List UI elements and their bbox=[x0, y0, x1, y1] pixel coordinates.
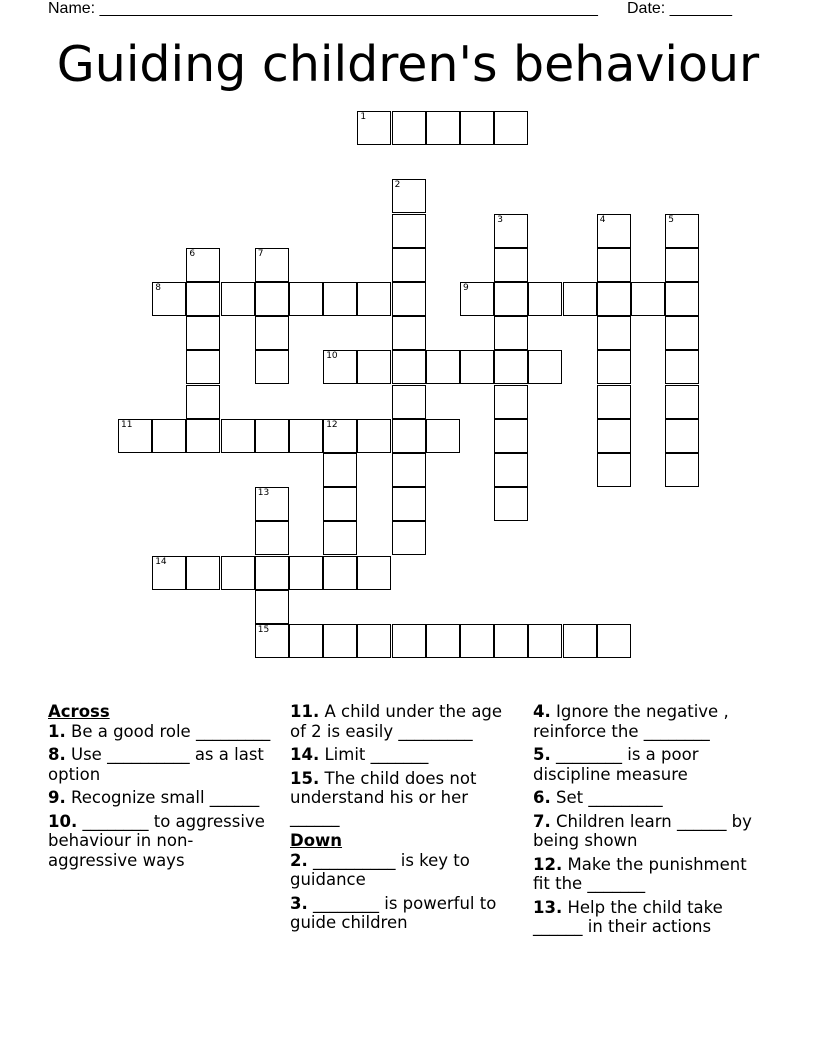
crossword-cell[interactable] bbox=[392, 453, 426, 487]
crossword-cell[interactable] bbox=[494, 487, 528, 521]
cell-number: 14 bbox=[155, 556, 167, 567]
clue-text: Children learn ______ by being shown bbox=[533, 811, 752, 850]
crossword-cell[interactable] bbox=[426, 111, 460, 145]
date-field-label: Date: _______ bbox=[627, 0, 732, 17]
crossword-cell[interactable] bbox=[323, 282, 357, 316]
clue-number: 11. bbox=[290, 702, 320, 721]
clue-across-14 bbox=[290, 745, 520, 765]
crossword-cell[interactable] bbox=[392, 385, 426, 419]
clue-down-4 bbox=[533, 702, 763, 741]
crossword-cell[interactable] bbox=[152, 419, 186, 453]
crossword-cell[interactable] bbox=[323, 556, 357, 590]
clue-text: Ignore the negative , reinforce the ________ bbox=[533, 702, 729, 741]
crossword-cell[interactable] bbox=[597, 419, 631, 453]
crossword-cell[interactable] bbox=[392, 179, 426, 213]
clue-number: 7. bbox=[533, 811, 551, 831]
crossword-cell[interactable] bbox=[289, 419, 323, 453]
clue-across-15 bbox=[290, 769, 520, 828]
crossword-cell[interactable] bbox=[597, 350, 631, 384]
crossword-cell[interactable] bbox=[152, 556, 186, 590]
clue-number: 12. bbox=[533, 854, 563, 874]
crossword-cell[interactable] bbox=[392, 521, 426, 555]
crossword-cell[interactable] bbox=[323, 419, 357, 453]
clue-down-12 bbox=[533, 855, 763, 894]
cell-number: 15 bbox=[257, 625, 270, 635]
crossword-cell[interactable] bbox=[221, 282, 255, 316]
crossword-cell[interactable] bbox=[528, 624, 562, 658]
crossword-cell[interactable] bbox=[186, 385, 220, 419]
crossword-cell[interactable] bbox=[323, 624, 357, 658]
crossword-cell[interactable] bbox=[323, 453, 357, 487]
crossword-cell[interactable] bbox=[152, 282, 186, 316]
crossword-cell[interactable] bbox=[494, 248, 528, 282]
crossword-cell[interactable] bbox=[597, 282, 631, 316]
crossword-cell[interactable] bbox=[255, 624, 289, 658]
clue-number: 3. bbox=[290, 893, 308, 913]
clue-number: 9. bbox=[48, 788, 66, 807]
crossword-cell[interactable] bbox=[289, 624, 323, 658]
crossword-cell[interactable] bbox=[563, 282, 597, 316]
clue-number: 6. bbox=[533, 788, 551, 807]
crossword-cell[interactable] bbox=[665, 214, 699, 248]
clue-text: The child does not understand his or her ______ bbox=[290, 768, 477, 827]
clue-text: Make the punishment fit the _______ bbox=[533, 854, 747, 893]
crossword-cell[interactable] bbox=[392, 624, 426, 658]
clue-number: 4. bbox=[533, 702, 551, 721]
crossword-cell[interactable] bbox=[665, 350, 699, 384]
clue-number: 15. bbox=[290, 768, 320, 788]
crossword-cell[interactable] bbox=[494, 111, 528, 145]
crossword-cell[interactable] bbox=[323, 521, 357, 555]
down-heading: Down bbox=[290, 831, 343, 850]
crossword-cell[interactable] bbox=[665, 419, 699, 453]
clue-text: ________ to aggressive behaviour in non- aggressive ways bbox=[48, 811, 265, 870]
crossword-cell[interactable] bbox=[597, 624, 631, 658]
crossword-cell[interactable] bbox=[665, 282, 699, 316]
crossword-cell[interactable] bbox=[392, 248, 426, 282]
cell-number: 9 bbox=[463, 283, 469, 293]
crossword-cell[interactable] bbox=[392, 214, 426, 248]
crossword-cell[interactable] bbox=[528, 350, 562, 384]
clue-down-6 bbox=[533, 788, 763, 808]
crossword-cell[interactable] bbox=[392, 111, 426, 145]
clue-text: Use __________ as a last option bbox=[48, 745, 264, 784]
clue-text: A child under the age of 2 is easily _________ bbox=[290, 702, 503, 741]
crossword-cell[interactable] bbox=[494, 385, 528, 419]
crossword-cell[interactable] bbox=[665, 385, 699, 419]
clue-text: Be a good role _________ bbox=[71, 721, 271, 741]
crossword-cell[interactable] bbox=[494, 419, 528, 453]
crossword-cell[interactable] bbox=[631, 282, 665, 316]
clue-text: ________ is a poor discipline measure bbox=[533, 745, 699, 784]
crossword-cell[interactable] bbox=[118, 419, 152, 453]
crossword-cell[interactable] bbox=[392, 419, 426, 453]
clue-across-10 bbox=[48, 812, 278, 871]
clue-down-2 bbox=[290, 851, 520, 890]
crossword-cell[interactable] bbox=[255, 521, 289, 555]
page-title: Guiding children's behaviour bbox=[56, 36, 760, 93]
cell-number: 10 bbox=[326, 351, 338, 362]
cell-number: 1 bbox=[360, 112, 367, 122]
cell-number: 4 bbox=[599, 214, 606, 225]
crossword-cell[interactable] bbox=[426, 419, 460, 453]
crossword-cell[interactable] bbox=[494, 214, 528, 248]
crossword-cell[interactable] bbox=[597, 385, 631, 419]
crossword-cell[interactable] bbox=[357, 556, 391, 590]
crossword-cell[interactable] bbox=[460, 624, 494, 658]
crossword-cell[interactable] bbox=[221, 419, 255, 453]
clue-text: __________ is key to guidance bbox=[290, 850, 470, 889]
crossword-cell[interactable] bbox=[357, 111, 391, 145]
cell-number: 12 bbox=[326, 419, 338, 430]
clue-number: 2. bbox=[290, 850, 308, 870]
clue-across-8 bbox=[48, 745, 278, 784]
crossword-cell[interactable] bbox=[186, 350, 220, 384]
clue-across-9 bbox=[48, 788, 278, 808]
crossword-cell[interactable] bbox=[255, 248, 289, 282]
crossword-cell[interactable] bbox=[597, 316, 631, 350]
cell-number: 13 bbox=[257, 488, 270, 499]
crossword-cell[interactable] bbox=[426, 350, 460, 384]
crossword-cell[interactable] bbox=[289, 282, 323, 316]
cell-number: 6 bbox=[189, 248, 196, 259]
crossword-cell[interactable] bbox=[597, 453, 631, 487]
crossword-cell[interactable] bbox=[528, 282, 562, 316]
clue-down-7 bbox=[533, 812, 763, 851]
crossword-cell[interactable] bbox=[665, 453, 699, 487]
crossword-cell[interactable] bbox=[221, 556, 255, 590]
crossword-cell[interactable] bbox=[494, 453, 528, 487]
crossword-cell[interactable] bbox=[392, 316, 426, 350]
crossword-cell[interactable] bbox=[392, 350, 426, 384]
crossword-cell[interactable] bbox=[186, 419, 220, 453]
clue-number: 13. bbox=[533, 897, 563, 917]
crossword-cell[interactable] bbox=[186, 282, 220, 316]
crossword-cell[interactable] bbox=[323, 350, 357, 384]
clue-number: 5. bbox=[533, 745, 551, 764]
crossword-cell[interactable] bbox=[597, 248, 631, 282]
clue-text: Limit _______ bbox=[324, 745, 429, 764]
crossword-cell[interactable] bbox=[392, 487, 426, 521]
cell-number: 7 bbox=[257, 248, 264, 259]
clue-text: ________ is powerful to guide children bbox=[290, 893, 497, 932]
crossword-cell[interactable] bbox=[460, 111, 494, 145]
cell-number: 5 bbox=[668, 214, 674, 225]
clues-column-3 bbox=[533, 702, 763, 941]
crossword-cell[interactable] bbox=[494, 316, 528, 350]
crossword-cell[interactable] bbox=[494, 624, 528, 658]
crossword-cell[interactable] bbox=[186, 556, 220, 590]
crossword-cell[interactable] bbox=[255, 350, 289, 384]
crossword-cell[interactable] bbox=[186, 316, 220, 350]
crossword-cell[interactable] bbox=[494, 282, 528, 316]
clue-number: 1. bbox=[48, 721, 66, 741]
clue-text: Help the child take ______ in their actions bbox=[533, 897, 723, 936]
clue-number: 14. bbox=[290, 745, 320, 764]
clues-column-2 bbox=[290, 702, 520, 937]
crossword-cell[interactable] bbox=[186, 248, 220, 282]
clue-number: 10. bbox=[48, 811, 78, 831]
clue-across-11 bbox=[290, 702, 520, 741]
crossword-cell[interactable] bbox=[460, 350, 494, 384]
crossword-cell[interactable] bbox=[392, 282, 426, 316]
crossword-cell[interactable] bbox=[255, 316, 289, 350]
crossword-cell[interactable] bbox=[357, 624, 391, 658]
cell-number: 2 bbox=[394, 180, 401, 191]
crossword-cell[interactable] bbox=[494, 350, 528, 384]
crossword-cell[interactable] bbox=[597, 214, 631, 248]
crossword-cell[interactable] bbox=[255, 282, 289, 316]
clue-down-5 bbox=[533, 745, 763, 784]
clues-column-1 bbox=[48, 702, 278, 874]
across-heading: Across bbox=[48, 702, 110, 721]
crossword-cell[interactable] bbox=[357, 350, 391, 384]
cell-number: 8 bbox=[155, 283, 161, 293]
crossword-cell[interactable] bbox=[255, 590, 289, 624]
crossword-cell[interactable] bbox=[426, 624, 460, 658]
crossword-cell[interactable] bbox=[665, 248, 699, 282]
clue-number: 8. bbox=[48, 745, 66, 764]
crossword-cell[interactable] bbox=[665, 316, 699, 350]
crossword-cell[interactable] bbox=[255, 419, 289, 453]
crossword-cell[interactable] bbox=[255, 487, 289, 521]
crossword-cell[interactable] bbox=[563, 624, 597, 658]
crossword-cell[interactable] bbox=[255, 556, 289, 590]
clue-down-3 bbox=[290, 894, 520, 933]
clue-text: Set _________ bbox=[556, 788, 663, 807]
crossword-cell[interactable] bbox=[460, 282, 494, 316]
cell-number: 11 bbox=[121, 419, 133, 430]
name-field-label: Name: ________________________________________________________ bbox=[48, 0, 598, 17]
crossword-cell[interactable] bbox=[357, 282, 391, 316]
clue-text: Recognize small ______ bbox=[71, 788, 260, 807]
clue-across-1 bbox=[48, 722, 278, 742]
clue-down-13 bbox=[533, 898, 763, 937]
cell-number: 3 bbox=[497, 214, 503, 225]
crossword-cell[interactable] bbox=[323, 487, 357, 521]
crossword-cell[interactable] bbox=[289, 556, 323, 590]
crossword-cell[interactable] bbox=[357, 419, 391, 453]
